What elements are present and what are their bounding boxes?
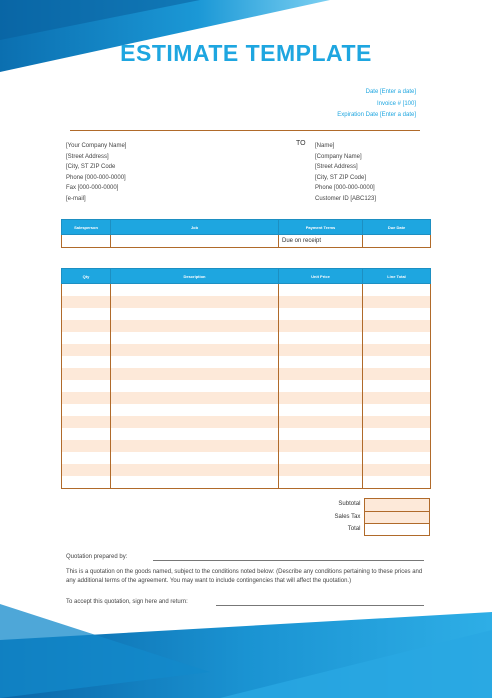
description-cell[interactable] — [111, 476, 279, 489]
date-field[interactable]: Date [Enter a date] — [365, 89, 416, 95]
table-row — [62, 404, 431, 416]
col-payment-terms: Payment Terms — [279, 220, 363, 235]
company-name[interactable]: [Your Company Name] — [66, 143, 127, 149]
totals-block — [320, 498, 430, 536]
line-total-cell[interactable] — [363, 308, 431, 320]
line-total-cell[interactable] — [363, 320, 431, 332]
qty-cell[interactable] — [62, 320, 111, 332]
qty-cell[interactable] — [62, 476, 111, 489]
line-total-cell[interactable] — [363, 404, 431, 416]
description-cell[interactable] — [111, 392, 279, 404]
recipient-city[interactable]: [City, ST ZIP Code] — [315, 174, 367, 181]
description-cell[interactable] — [111, 368, 279, 380]
spacer — [61, 211, 430, 212]
document-title: ESTIMATE TEMPLATE — [120, 40, 372, 66]
signature-line[interactable] — [216, 605, 424, 606]
description-cell[interactable] — [111, 320, 279, 332]
accept-label: To accept this quotation, sign here and return: — [66, 599, 188, 605]
line-total-cell[interactable] — [363, 296, 431, 308]
unit-price-cell[interactable] — [279, 404, 363, 416]
job-table — [61, 219, 431, 248]
sales-tax-value[interactable] — [364, 511, 430, 524]
table-row — [62, 428, 431, 440]
unit-price-cell[interactable] — [279, 356, 363, 368]
qty-cell[interactable] — [62, 308, 111, 320]
line-total-cell[interactable] — [363, 428, 431, 440]
expiration-date[interactable]: Expiration Date [Enter a date] — [337, 112, 416, 118]
unit-price-cell[interactable] — [279, 428, 363, 440]
table-row — [62, 332, 431, 344]
qty-cell[interactable] — [62, 296, 111, 308]
qty-cell[interactable] — [62, 428, 111, 440]
description-cell[interactable] — [111, 452, 279, 464]
col-qty: Qty — [62, 269, 111, 284]
description-cell[interactable] — [111, 380, 279, 392]
email[interactable]: [e-mail] — [66, 195, 86, 202]
table-row — [62, 368, 431, 380]
subtotal-row — [320, 498, 430, 511]
description-cell[interactable] — [111, 308, 279, 320]
customer-id[interactable]: Customer ID [ABC123] — [315, 195, 377, 202]
line-total-cell[interactable] — [363, 392, 431, 404]
table-row — [62, 284, 431, 297]
col-line-total: Line Total — [363, 269, 431, 284]
unit-price-cell[interactable] — [279, 476, 363, 489]
description-cell[interactable] — [111, 440, 279, 452]
qty-cell[interactable] — [62, 404, 111, 416]
city-state-zip[interactable]: [City, ST ZIP Code — [66, 164, 116, 170]
prepared-by-label: Quotation prepared by: — [66, 554, 128, 560]
job-table-header — [62, 220, 431, 235]
line-total-cell[interactable] — [363, 368, 431, 380]
qty-cell[interactable] — [62, 452, 111, 464]
items-table — [61, 268, 431, 489]
unit-price-cell[interactable] — [279, 332, 363, 344]
line-total-cell[interactable] — [363, 332, 431, 344]
qty-cell[interactable] — [62, 356, 111, 368]
total-value[interactable] — [364, 523, 430, 537]
header-divider — [70, 130, 420, 131]
recipient-phone[interactable]: Phone [000-000-0000] — [315, 185, 375, 191]
recipient-address — [315, 141, 376, 204]
unit-price-cell[interactable] — [279, 440, 363, 452]
line-total-cell[interactable] — [363, 416, 431, 428]
total-row — [320, 523, 430, 536]
salesperson-cell[interactable] — [62, 235, 111, 248]
sales-tax-label: Sales Tax — [334, 513, 361, 520]
description-cell[interactable] — [111, 416, 279, 428]
line-total-cell[interactable] — [363, 284, 431, 297]
line-total-cell[interactable] — [363, 380, 431, 392]
items-table-header — [62, 269, 431, 284]
qty-cell[interactable] — [62, 416, 111, 428]
street-address[interactable]: [Street Address] — [66, 153, 109, 160]
line-total-cell[interactable] — [363, 344, 431, 356]
unit-price-cell[interactable] — [279, 452, 363, 464]
conditions-text: This is a quotation on the goods named, subject to the conditions noted below: (Describe any conditions pertaining to these prices and any additional terms of the agreement. You may want to include contingencies that will affect the quotation.) — [66, 569, 423, 584]
table-row — [62, 452, 431, 464]
col-salesperson: Salesperson — [62, 220, 111, 235]
table-row — [62, 380, 431, 392]
recipient-street[interactable]: [Street Address] — [315, 164, 358, 170]
recipient-company[interactable]: [Company Name] — [315, 153, 362, 160]
table-row — [62, 392, 431, 404]
description-cell[interactable] — [111, 356, 279, 368]
fax[interactable]: Fax [000-000-0000] — [66, 185, 119, 191]
table-row — [62, 416, 431, 428]
line-total-cell[interactable] — [363, 464, 431, 476]
unit-price-cell[interactable] — [279, 380, 363, 392]
table-row — [62, 476, 431, 489]
job-cell[interactable] — [111, 235, 279, 248]
unit-price-cell[interactable] — [279, 368, 363, 380]
unit-price-cell[interactable] — [279, 308, 363, 320]
line-total-cell[interactable] — [363, 452, 431, 464]
payment-terms-cell[interactable]: Due on receipt — [279, 235, 363, 248]
qty-cell[interactable] — [62, 284, 111, 297]
table-row — [62, 440, 431, 452]
table-row — [62, 344, 431, 356]
qty-cell[interactable] — [62, 344, 111, 356]
col-unit-price: Unit Price — [279, 269, 363, 284]
unit-price-cell[interactable] — [279, 392, 363, 404]
subtotal-label: Subtotal — [338, 501, 361, 508]
to-label: TO — [296, 140, 306, 147]
table-row — [62, 464, 431, 476]
col-due-date: Due Date — [363, 220, 431, 235]
unit-price-cell[interactable] — [279, 320, 363, 332]
job-table-row — [62, 235, 431, 248]
total-label: Total — [347, 526, 361, 533]
table-row — [62, 308, 431, 320]
qty-cell[interactable] — [62, 440, 111, 452]
unit-price-cell[interactable] — [279, 296, 363, 308]
unit-price-cell[interactable] — [279, 464, 363, 476]
unit-price-cell[interactable] — [279, 416, 363, 428]
qty-cell[interactable] — [62, 464, 111, 476]
sender-address — [66, 141, 126, 204]
subtotal-value[interactable] — [364, 498, 430, 511]
description-cell[interactable] — [111, 284, 279, 297]
items-body — [62, 284, 431, 489]
col-description: Description — [111, 269, 279, 284]
description-cell[interactable] — [111, 464, 279, 476]
phone[interactable]: Phone [000-000-0000] — [66, 174, 126, 181]
recipient-name[interactable]: [Name] — [315, 143, 335, 149]
line-total-cell[interactable] — [363, 440, 431, 452]
unit-price-cell[interactable] — [279, 344, 363, 356]
line-total-cell[interactable] — [363, 356, 431, 368]
description-cell[interactable] — [111, 296, 279, 308]
qty-cell[interactable] — [62, 392, 111, 404]
due-date-cell[interactable] — [363, 235, 431, 248]
unit-price-cell[interactable] — [279, 284, 363, 297]
qty-cell[interactable] — [62, 368, 111, 380]
table-row — [62, 356, 431, 368]
description-cell[interactable] — [111, 428, 279, 440]
qty-cell[interactable] — [62, 332, 111, 344]
line-total-cell[interactable] — [363, 476, 431, 489]
qty-cell[interactable] — [62, 380, 111, 392]
sales-tax-row — [320, 511, 430, 524]
prepared-by-line[interactable] — [153, 560, 424, 561]
table-row — [62, 320, 431, 332]
description-cell[interactable] — [111, 332, 279, 344]
table-row — [62, 296, 431, 308]
description-cell[interactable] — [111, 344, 279, 356]
description-cell[interactable] — [111, 404, 279, 416]
invoice-number[interactable]: Invoice # [100] — [376, 101, 416, 107]
col-job: Job — [111, 220, 279, 235]
